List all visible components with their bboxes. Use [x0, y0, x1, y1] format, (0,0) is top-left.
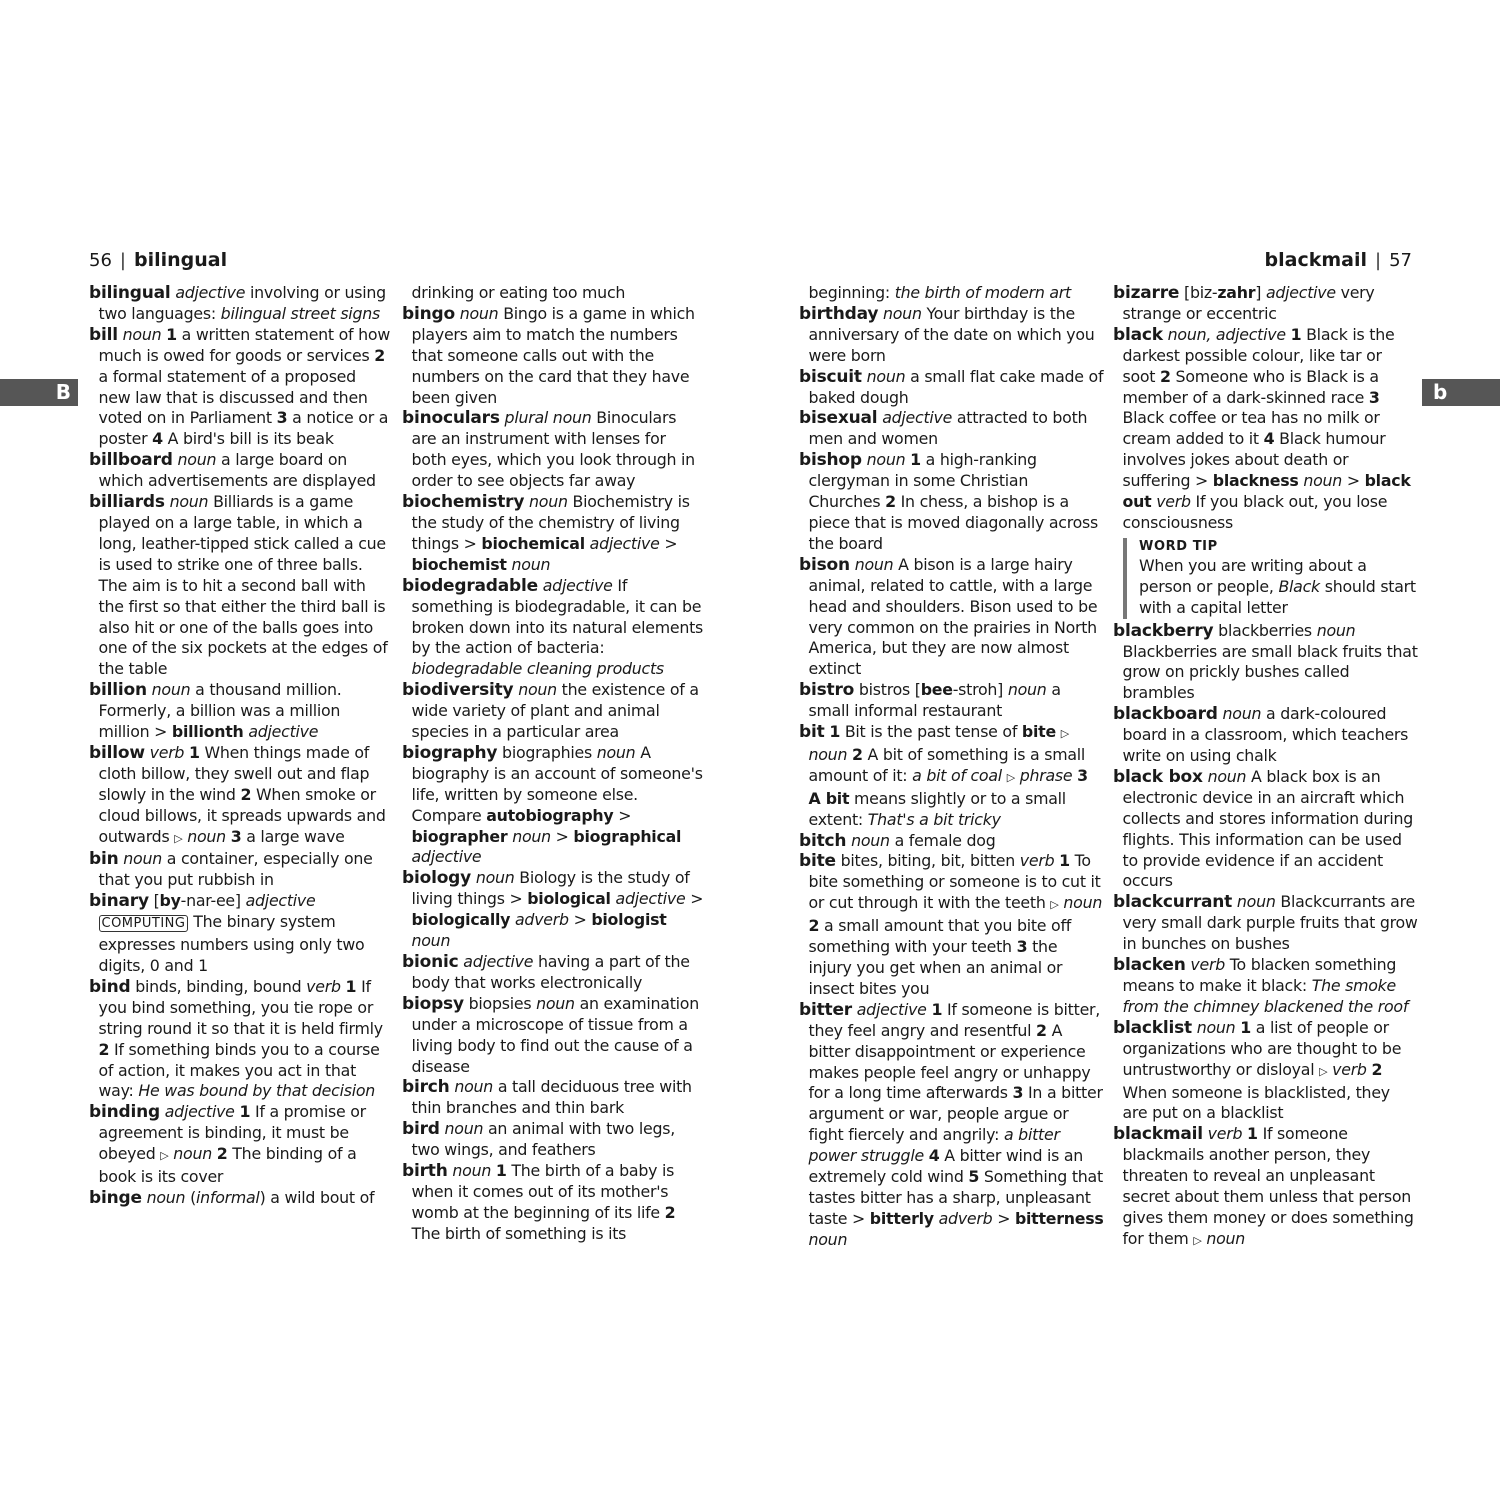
dictionary-entry: birthday noun Your birthday is the anniversary of the date on which you were born [799, 303, 1095, 365]
italic-text: noun [596, 742, 636, 762]
italic-text: That's a bit tricky [867, 809, 1001, 829]
sense-number: 3 [230, 826, 242, 846]
italic-text: noun [123, 849, 162, 869]
sense-number: 2 [374, 345, 386, 365]
triangle-marker-icon: ▷ [1060, 727, 1069, 741]
italic-text: phrase [1019, 765, 1073, 785]
thumb-tab-letter: b [1433, 380, 1448, 404]
entry-headword: blackcurrant [1113, 892, 1233, 913]
sense-number: 1 [495, 1161, 507, 1181]
dictionary-entry: binge noun (informal) a wild bout of [89, 1187, 375, 1208]
italic-text: adjective [1265, 283, 1336, 302]
subject-label-badge: COMPUTING [99, 915, 189, 932]
dictionary-entry: bitter adjective 1 If someone is bitter, they feel angry and resentful 2 A bitter disappointment or experience makes people feel angry or unhappy for a long time afterwards 3 In a bitter argument or war, people argue or fight fiercely and angrily: a bitter power struggle 4 A bitter wind is an extremely cold wind 5 Something that tastes bitter has a sharp, unpleasant taste > bitterly adverb > bitterness noun [799, 999, 1104, 1249]
italic-text: adjective [589, 533, 660, 553]
dictionary-entry: bit 1 Bit is the past tense of bite ▷ noun 2 A bit of something is a small amount of it: a bit of coal ▷ phrase 3 A bit means slightly or to a small extent: That's a bit tricky [799, 722, 1088, 829]
dictionary-column-2 [402, 283, 704, 1245]
dictionary-entry: bingo noun Bingo is a game in which players aim to match the numbers that someone calls out with the numbers on the card that they have been given [402, 303, 695, 407]
italic-text: noun [475, 868, 515, 888]
sense-number: 3 [1368, 387, 1380, 407]
entry-headword: biodiversity [402, 680, 514, 701]
dictionary-entry: blacklist noun 1 a list of people or organizations who are thought to be untrustworthy or disloyal ▷ verb 2 When someone is blacklisted, they are put on a blacklist [1113, 1017, 1402, 1123]
dictionary-entry: bistro bistros [bee-stroh] noun a small informal restaurant [799, 680, 1061, 721]
sense-number: 2 [851, 744, 863, 764]
sense-number: 4 [1263, 429, 1275, 449]
entry-headword: binary [89, 891, 149, 912]
dictionary-entry-continuation: beginning: the birth of modern art [808, 283, 1071, 302]
sense-number: 1 [1240, 1017, 1251, 1037]
italic-text: noun [808, 1229, 848, 1249]
dictionary-entry: blackcurrant noun Blackcurrants are very small dark purple fruits that grow in bunches on bushes [1113, 892, 1418, 954]
italic-text: noun [146, 1187, 186, 1207]
italic-text: The smoke from the chimney blackened the roof [1122, 976, 1409, 1016]
italic-text: noun [187, 826, 226, 846]
sense-number: 4 [152, 429, 163, 449]
sense-number: 1 [189, 742, 200, 762]
sense-number: 2 [1371, 1059, 1383, 1079]
dictionary-entry: biology noun Biology is the study of living things > biological adjective > biologically adverb > biologist noun [402, 868, 704, 951]
sense-number: 3 [1012, 1083, 1024, 1103]
bold-text: biologist [591, 910, 667, 930]
dictionary-entry-continuation: drinking or eating too much [411, 283, 626, 302]
bold-text: biologically [411, 910, 511, 930]
entry-headword: biopsy [402, 993, 464, 1014]
dictionary-entry: blackberry blackberries noun Blackberries are small black fruits that grow on prickly bushes called brambles [1113, 620, 1418, 703]
italic-text: adjective [164, 1102, 235, 1122]
italic-text: bilingual street signs [220, 303, 380, 323]
italic-text: noun [1063, 893, 1103, 913]
bold-text: bitterness [1014, 1208, 1104, 1228]
italic-text: adjective [248, 722, 319, 742]
italic-text: noun [1207, 766, 1247, 786]
bold-text: biochemist [411, 554, 507, 574]
italic-text: noun [866, 450, 906, 470]
dictionary-column-3 [799, 283, 1104, 1251]
triangle-marker-icon: ▷ [160, 1149, 169, 1163]
dictionary-entry: bison noun A bison is a large hairy animal, related to cattle, with a large head and shoulders. Bison used to be very common on the prairies in North America, but they are now almost extinct [799, 554, 1098, 679]
dictionary-column-4 [1113, 283, 1418, 1252]
italic-text: noun [459, 303, 499, 323]
dictionary-entry: binary [by-nar-ee] adjective COMPUTING The binary system expresses numbers using only two digits, 0 and 1 [89, 891, 365, 975]
entry-headword: blackberry [1113, 620, 1214, 641]
sense-number: 2 [664, 1202, 676, 1222]
dictionary-entry: bird noun an animal with two legs, two wings, and feathers [402, 1119, 676, 1160]
entry-headword: black [1113, 324, 1163, 345]
entry-headword: binding [89, 1102, 160, 1123]
italic-text: verb [149, 742, 185, 762]
italic-text: plural noun [504, 408, 592, 428]
italic-text: noun [151, 680, 191, 700]
italic-text: a bitter power struggle [808, 1125, 1060, 1166]
entry-headword: billiards [89, 492, 165, 513]
sense-number: 3 [276, 408, 288, 428]
thumb-tab-letter: B [55, 380, 71, 404]
entry-headword: biology [402, 868, 472, 889]
running-headword-right: blackmail [1264, 249, 1368, 271]
italic-text: informal [195, 1187, 260, 1207]
bold-text: autobiography [486, 805, 614, 825]
entry-headword: biscuit [799, 366, 862, 387]
dictionary-entry: billow verb 1 When things made of cloth billow, they swell out and flap slowly in the wind 2 When smoke or cloud billows, it spreads upwards and outwards ▷ noun 3 a large wave [89, 742, 386, 846]
italic-text: noun [454, 1077, 494, 1097]
entry-headword: blackmail [1113, 1124, 1203, 1145]
running-headword-left: bilingual [133, 249, 228, 271]
entry-headword: billow [89, 742, 145, 763]
entry-headword: birth [402, 1161, 448, 1182]
dictionary-entry: bite bites, biting, bit, bitten verb 1 To bite something or someone is to cut it or cut through it with the teeth ▷ noun 2 a small amount that you bite off something with your teeth 3 the injury you get when an animal or insect bites you [799, 851, 1103, 998]
italic-text: noun [169, 492, 209, 512]
bold-text: A bit [808, 788, 850, 808]
sense-number: 1 [931, 999, 943, 1019]
entry-headword: bit [799, 722, 825, 743]
entry-headword: blackboard [1113, 704, 1218, 725]
italic-text: noun [1303, 471, 1343, 491]
entry-headword: bistro [799, 680, 855, 701]
entry-headword: bitter [799, 999, 852, 1020]
italic-text: noun [851, 830, 890, 850]
dictionary-entry: binding adjective 1 If a promise or agreement is binding, it must be obeyed ▷ noun 2 The binding of a book is its cover [89, 1102, 366, 1187]
dictionary-entry: biodegradable adjective If something is biodegradable, it can be broken down into its natural elements by the action of bacteria: biodegradable cleaning products [402, 575, 704, 679]
triangle-marker-icon: ▷ [1193, 1233, 1202, 1247]
triangle-marker-icon: ▷ [1006, 770, 1015, 784]
entry-headword: binoculars [402, 408, 500, 429]
italic-text: noun [854, 554, 894, 574]
bold-text: by [159, 891, 181, 911]
page-number-left: 56 [89, 250, 112, 271]
dictionary-entry: bionic adjective having a part of the body that works electronically [402, 952, 690, 992]
sense-number: 2 [240, 784, 252, 804]
sense-number: 2 [885, 492, 896, 512]
entry-headword: blacken [1113, 955, 1186, 976]
italic-text: noun [1007, 680, 1047, 700]
word-tip-text: When you are writing about a person or people, Black should start with a capital letter [1139, 555, 1416, 617]
entry-headword: bind [89, 976, 131, 997]
dictionary-entry: billion noun a thousand million. Formerly, a billion was a million million > billionth adjective [89, 680, 342, 742]
dictionary-entry: biography biographies noun A biography is an account of someone's life, written by someone else. Compare autobiography > biographer noun > biographical adjective [402, 742, 703, 867]
sense-number: 2 [1160, 366, 1171, 386]
italic-text: adjective [856, 999, 927, 1019]
entry-headword: black box [1113, 766, 1203, 787]
italic-text: noun [411, 931, 451, 951]
italic-text: noun [173, 1144, 212, 1164]
italic-text: adjective [882, 408, 953, 428]
italic-text: noun [866, 366, 906, 386]
sense-number: 1 [1290, 324, 1302, 344]
italic-text: noun [1316, 620, 1356, 640]
entry-headword: blacklist [1113, 1017, 1192, 1038]
dictionary-entry: blackmail verb 1 If someone blackmails another person, they threaten to reveal an unpleasant secret about them unless that person gives them money or does something for them ▷ noun [1113, 1124, 1414, 1248]
word-tip-title: WORD TIP [1139, 538, 1218, 554]
dictionary-entry: biodiversity noun the existence of a wide variety of plant and animal species in a particular area [402, 680, 699, 742]
italic-text: adjective [245, 891, 316, 911]
dictionary-entry: blackboard noun a dark-coloured board in a classroom, which teachers write on using chalk [1113, 704, 1409, 766]
sense-number: 1 [166, 324, 177, 344]
dictionary-column-1 [89, 283, 391, 1209]
page-header-right [1265, 248, 1412, 273]
sense-number: 1 [239, 1102, 251, 1122]
italic-text: adverb [515, 910, 569, 930]
entry-headword: birch [402, 1077, 450, 1098]
italic-text: the birth of modern art [894, 283, 1071, 302]
sense-number: 1 [1059, 851, 1070, 871]
italic-text: verb [1332, 1059, 1367, 1079]
italic-text: verb [1207, 1124, 1243, 1144]
italic-text: noun [177, 450, 217, 470]
thumb-tab-right [1422, 379, 1500, 406]
italic-text: adjective [175, 283, 246, 302]
triangle-marker-icon: ▷ [1319, 1064, 1328, 1078]
italic-text: adjective [411, 847, 482, 867]
italic-text: noun [529, 492, 568, 512]
dictionary-entry: bind binds, binding, bound verb 1 If you bind something, you tie rope or string round it so that it is held firmly 2 If something binds you to a course of action, it makes you act in that way: He was bound by that decision [89, 976, 383, 1101]
dictionary-entry: bizarre [biz-zahr] adjective very strange or eccentric [1113, 283, 1375, 323]
entry-headword: bison [799, 554, 850, 575]
bold-text: biochemical [481, 533, 585, 553]
entry-headword: bitch [799, 830, 847, 851]
bold-text: black out [1122, 471, 1411, 512]
dictionary-entry: black box noun A black box is an electronic device in an aircraft which collects and stores information during flights. This information can be used to provide evidence if an accident occurs [1113, 766, 1414, 891]
dictionary-entry: black noun, adjective 1 Black is the darkest possible colour, like tar or soot 2 Someone who is Black is a member of a dark-skinned race 3 Black coffee or tea has no milk or cream added to it 4 Black humour involves jokes about death or suffering > blackness noun > black out verb If you black out, you lose consciousness [1113, 324, 1411, 532]
italic-text: noun [1222, 704, 1262, 724]
bold-text: bite [1021, 722, 1056, 742]
thumb-tab-left [0, 379, 78, 406]
dictionary-entry: bisexual adjective attracted to both men and women [799, 408, 1088, 449]
page-header-left [89, 248, 227, 273]
triangle-marker-icon: ▷ [174, 831, 183, 845]
entry-headword: bishop [799, 450, 862, 471]
dictionary-entry: blacken verb To blacken something means to make it black: The smoke from the chimney blackened the roof [1113, 955, 1409, 1016]
word-tip-box [1123, 538, 1418, 619]
entry-headword: billion [89, 680, 147, 701]
italic-text: noun [883, 303, 922, 323]
italic-text: noun, adjective [1167, 324, 1286, 344]
sense-number: 2 [808, 916, 820, 936]
sense-number: 1 [345, 976, 357, 996]
bold-text: blackness [1212, 471, 1299, 491]
entry-headword: biography [402, 742, 498, 763]
entry-headword: bird [402, 1119, 440, 1140]
italic-text: noun [536, 993, 575, 1013]
italic-text: verb [1156, 492, 1191, 512]
dictionary-entry: billiards noun Billiards is a game played on a large table, in which a long, leather-tipped stick called a cue is used to strike one of three balls. The aim is to hit a second ball with the first so that either the third ball is also hit or one of the balls goes into one of the six pockets at the edges of the table [89, 492, 388, 679]
bold-text: billionth [171, 722, 244, 742]
entry-headword: binge [89, 1187, 142, 1208]
sense-number: 2 [98, 1039, 110, 1059]
dictionary-entry: bishop noun 1 a high-ranking clergyman in some Christian Churches 2 In chess, a bishop is a piece that is moved diagonally across the board [799, 450, 1098, 553]
sense-number: 3 [1077, 765, 1088, 785]
dictionary-entry: biscuit noun a small flat cake made of baked dough [799, 366, 1104, 407]
entry-headword: bill [89, 324, 118, 345]
italic-text: adjective [615, 889, 686, 909]
italic-text: noun [511, 554, 551, 574]
dictionary-entry: bilingual adjective involving or using two languages: bilingual street signs [89, 283, 386, 323]
sense-number: 1 [1247, 1124, 1258, 1144]
dictionary-entry: biochemistry noun Biochemistry is the study of the chemistry of living things > biochemical adjective > biochemist noun [402, 492, 690, 574]
italic-text: adjective [542, 575, 613, 595]
bold-text: biological [527, 889, 611, 909]
entry-headword: billboard [89, 450, 173, 471]
dictionary-entry: bill noun 1 a written statement of how much is owed for goods or services 2 a formal statement of a proposed new law that is discussed and then voted on in Parliament 3 a notice or a poster 4 A bird's bill is its beak [89, 324, 390, 449]
dictionary-entry: biopsy biopsies noun an examination under a microscope of tissue from a living body to find out the cause of a disease [402, 993, 699, 1076]
sense-number: 3 [1016, 937, 1028, 957]
page-number-right: 57 [1389, 250, 1412, 271]
triangle-marker-icon: ▷ [1050, 898, 1059, 912]
sense-number: 1 [910, 450, 921, 470]
italic-text: biodegradable cleaning products [411, 659, 664, 679]
entry-headword: bizarre [1113, 283, 1180, 303]
dictionary-entry: bitch noun a female dog [799, 830, 996, 851]
italic-text: verb [306, 976, 341, 996]
entry-headword: bin [89, 849, 119, 870]
italic-text: noun [1206, 1228, 1246, 1248]
italic-text: noun [122, 324, 162, 344]
italic-text: noun [1236, 892, 1276, 912]
entry-headword: bilingual [89, 283, 171, 303]
italic-text: noun [808, 744, 848, 764]
italic-text: noun [512, 826, 551, 846]
sense-number: 2 [1036, 1020, 1047, 1040]
italic-text: noun [518, 680, 557, 700]
entry-headword: birthday [799, 303, 879, 324]
italic-text: noun [452, 1161, 492, 1181]
header-separator: | [119, 250, 126, 271]
bold-text: bee [920, 680, 953, 700]
italic-text: adjective [463, 952, 534, 971]
italic-text: verb [1019, 851, 1055, 871]
italic-text: verb [1190, 955, 1226, 975]
entry-headword: bisexual [799, 408, 878, 429]
dictionary-entry: birth noun 1 The birth of a baby is when it comes out of its mother's womb at the beginning of its life 2 The birth of something is its [402, 1161, 676, 1243]
bold-text: biographer [411, 826, 508, 846]
sense-number: 5 [968, 1167, 980, 1187]
bold-text: bitterly [869, 1208, 934, 1228]
bold-text: biographical [573, 826, 682, 846]
italic-text: a bit of coal [912, 765, 1002, 785]
bold-text: zahr [1217, 283, 1256, 302]
entry-headword: biochemistry [402, 492, 525, 513]
entry-headword: bingo [402, 303, 455, 324]
sense-number: 2 [216, 1144, 228, 1164]
header-separator: | [1375, 250, 1382, 271]
entry-headword: biodegradable [402, 575, 538, 596]
italic-text: He was bound by that decision [138, 1081, 376, 1101]
dictionary-entry: binoculars plural noun Binoculars are an instrument with lenses for both eyes, which you look through in order to see objects far away [402, 408, 695, 491]
italic-text: adverb [938, 1208, 993, 1228]
dictionary-entry: birch noun a tall deciduous tree with thin branches and thin bark [402, 1077, 692, 1118]
italic-text: noun [1196, 1017, 1236, 1037]
sense-number: 4 [928, 1146, 940, 1166]
entry-headword: bite [799, 851, 836, 872]
sense-number: 1 [829, 722, 841, 742]
italic-text: noun [444, 1119, 484, 1139]
entry-headword: bionic [402, 952, 459, 972]
dictionary-entry: billboard noun a large board on which advertisements are displayed [89, 450, 376, 491]
dictionary-entry: bin noun a container, especially one that you put rubbish in [89, 849, 373, 890]
